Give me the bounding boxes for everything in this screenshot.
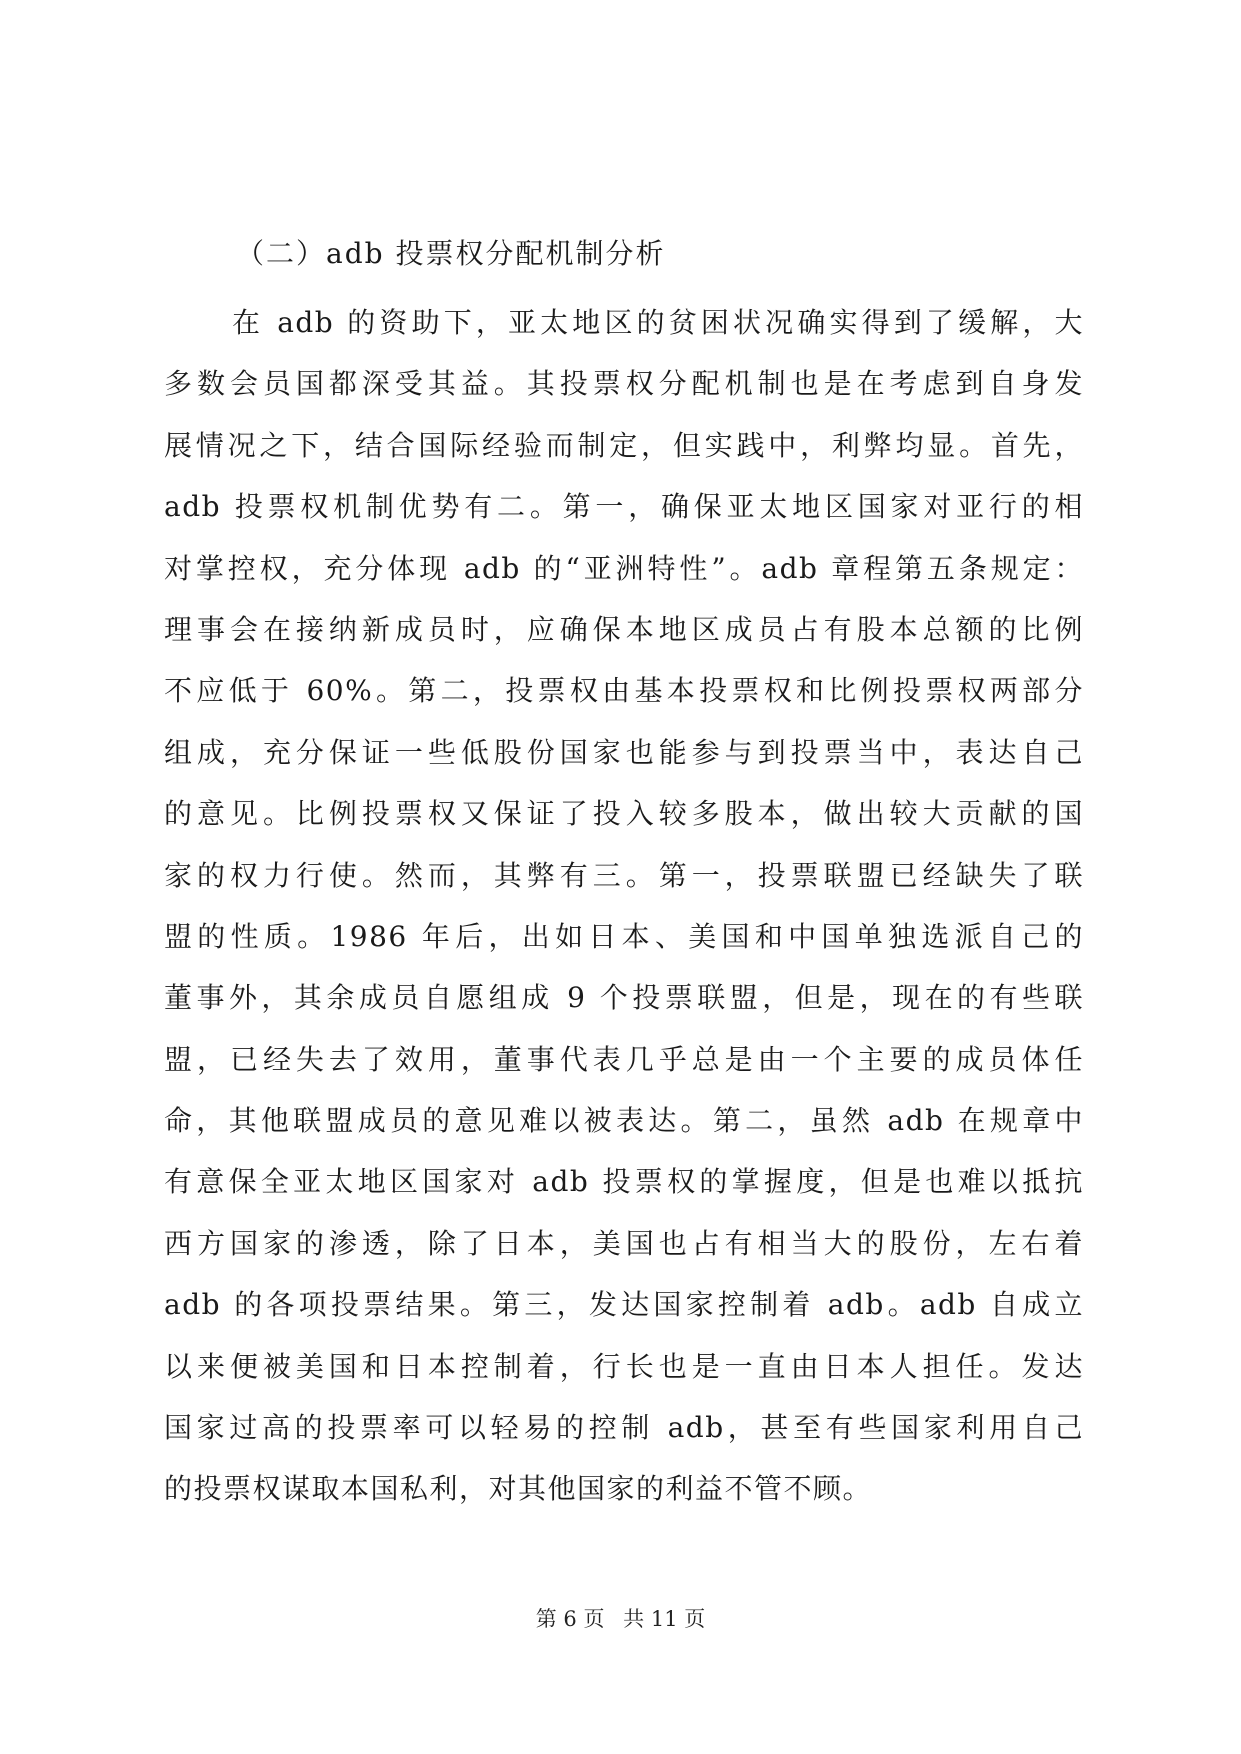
page-number: 第 6 页 xyxy=(535,1607,605,1631)
section-heading: （二）adb 投票权分配机制分析 xyxy=(236,237,666,270)
paragraph-line: 盟，已经失去了效用，董事代表几乎总是由一个主要的成员体任 xyxy=(164,1042,1084,1076)
paragraph-line: 多数会员国都深受其益。其投票权分配机制也是在考虑到自身发 xyxy=(164,367,1084,401)
paragraph-line: 命，其他联盟成员的意见难以被表达。第二，虽然 adb 在规章中 xyxy=(164,1104,1084,1138)
body-paragraph xyxy=(164,292,1084,1520)
paragraph-line: 理事会在接纳新成员时，应确保本地区成员占有股本总额的比例 xyxy=(164,612,1084,646)
paragraph-line: 董事外，其余成员自愿组成 9 个投票联盟，但是，现在的有些联 xyxy=(164,981,1084,1015)
paragraph-line: 国家过高的投票率可以轻易的控制 adb，甚至有些国家利用自己 xyxy=(164,1411,1084,1445)
paragraph-line: 组成，充分保证一些低股份国家也能参与到投票当中，表达自己 xyxy=(164,735,1084,769)
paragraph-line: 的意见。比例投票权又保证了投入较多股本，做出较大贡献的国 xyxy=(164,797,1084,831)
paragraph-line: 盟的性质。1986 年后，出如日本、美国和中国单独选派自己的 xyxy=(164,919,1084,953)
paragraph-line: adb 的各项投票结果。第三，发达国家控制着 adb。adb 自成立 xyxy=(164,1288,1084,1322)
paragraph-line: 的投票权谋取本国私利，对其他国家的利益不管不顾。 xyxy=(164,1472,873,1506)
page-footer xyxy=(0,1604,1241,1634)
paragraph-line: 不应低于 60%。第二，投票权由基本投票权和比例投票权两部分 xyxy=(164,674,1084,708)
paragraph-line: adb 投票权机制优势有二。第一，确保亚太地区国家对亚行的相 xyxy=(164,490,1084,524)
page-total: 共 11 页 xyxy=(623,1607,706,1631)
paragraph-line: 对掌控权，充分体现 adb 的“亚洲特性”。adb 章程第五条规定： xyxy=(164,551,1084,585)
paragraph-line: 在 adb 的资助下，亚太地区的贫困状况确实得到了缓解，大 xyxy=(232,306,1084,339)
paragraph-line: 有意保全亚太地区国家对 adb 投票权的掌握度，但是也难以抵抗 xyxy=(164,1165,1084,1199)
paragraph-line: 以来便被美国和日本控制着，行长也是一直由日本人担任。发达 xyxy=(164,1349,1084,1383)
paragraph-line: 展情况之下，结合国际经验而制定，但实践中，利弊均显。首先， xyxy=(164,428,1084,462)
paragraph-line: 家的权力行使。然而，其弊有三。第一，投票联盟已经缺失了联 xyxy=(164,858,1084,892)
paragraph-line: 西方国家的渗透，除了日本，美国也占有相当大的股份，左右着 xyxy=(164,1226,1084,1260)
